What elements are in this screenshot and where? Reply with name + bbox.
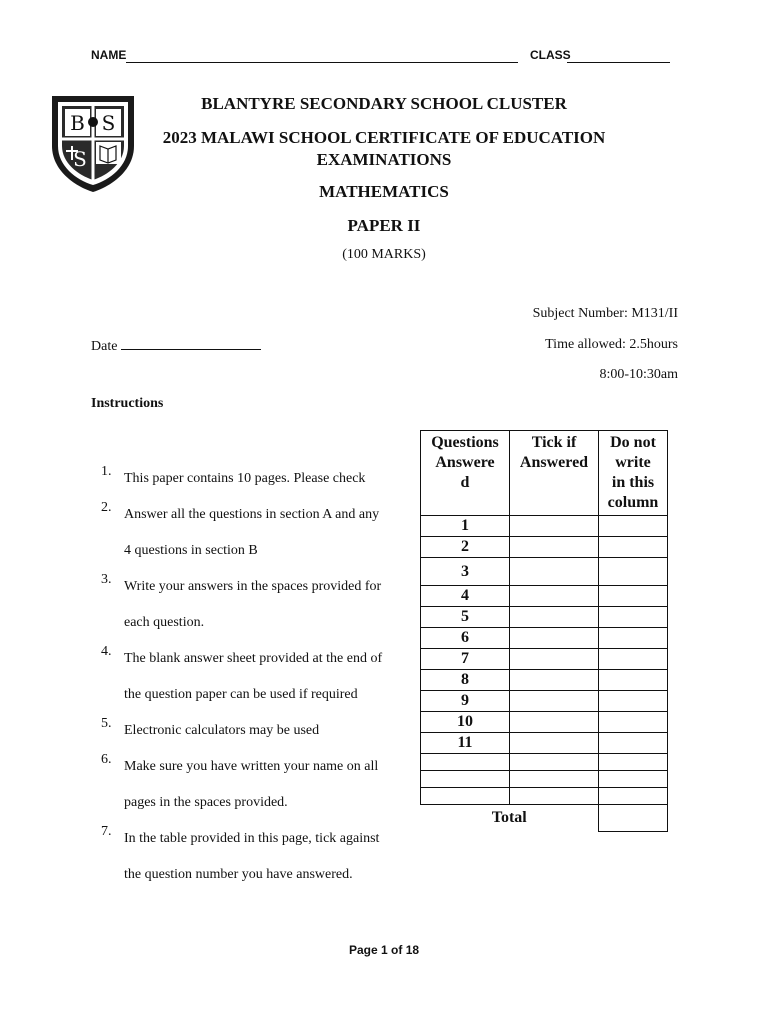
header-tick-if-answered bbox=[510, 431, 599, 516]
page-label: Page bbox=[348, 943, 378, 957]
instructions-heading: Instructions bbox=[91, 396, 164, 411]
class-label: CLASS bbox=[530, 48, 571, 62]
examiner-only-cell bbox=[599, 586, 668, 607]
question-number-cell: 10 bbox=[421, 712, 510, 733]
question-number-cell: 2 bbox=[421, 537, 510, 558]
header-text-line: Do not bbox=[610, 434, 656, 451]
examiner-only-cell bbox=[599, 649, 668, 670]
instruction-number: 6. bbox=[101, 752, 112, 767]
tick-cell[interactable] bbox=[510, 516, 599, 537]
exam-title-line-1: 2023 MALAWI SCHOOL CERTIFICATE OF EDUCATION bbox=[162, 128, 606, 147]
examiner-only-cell bbox=[599, 516, 668, 537]
page-number: 1 bbox=[380, 943, 388, 957]
date-input-line[interactable] bbox=[121, 337, 261, 350]
question-number-cell: 5 bbox=[421, 607, 510, 628]
header-text-line: Questions bbox=[431, 434, 499, 451]
instruction-number: 4. bbox=[101, 644, 112, 659]
instruction-number: 2. bbox=[101, 500, 112, 515]
table-row bbox=[421, 558, 668, 586]
tick-cell[interactable] bbox=[510, 537, 599, 558]
tick-cell[interactable] bbox=[510, 771, 599, 788]
subject-number: Subject Number: M131/II bbox=[532, 306, 678, 321]
tick-cell[interactable] bbox=[510, 733, 599, 754]
table-row bbox=[421, 628, 668, 649]
question-number-cell: 9 bbox=[421, 691, 510, 712]
page-footer bbox=[0, 943, 768, 957]
table-row bbox=[421, 586, 668, 607]
tick-cell[interactable] bbox=[510, 788, 599, 805]
table-row bbox=[421, 670, 668, 691]
name-label: NAME bbox=[91, 48, 127, 62]
question-number-cell bbox=[421, 754, 510, 771]
examiner-only-cell bbox=[599, 670, 668, 691]
header-text-line: Answered bbox=[519, 454, 589, 471]
header-text-line: column bbox=[607, 494, 659, 511]
tick-cell[interactable] bbox=[510, 670, 599, 691]
tick-cell[interactable] bbox=[510, 586, 599, 607]
class-field-line[interactable] bbox=[567, 62, 670, 63]
instruction-number: 5. bbox=[101, 716, 112, 731]
time-allowed: Time allowed: 2.5hours bbox=[545, 337, 678, 352]
table-header-row bbox=[421, 431, 668, 516]
question-number-cell: 11 bbox=[421, 733, 510, 754]
examiner-only-cell bbox=[599, 754, 668, 771]
instruction-text: This paper contains 10 pages. Please check bbox=[124, 471, 366, 486]
instruction-number: 1. bbox=[101, 464, 112, 479]
header-text-line: in this bbox=[611, 474, 655, 491]
instruction-text: In the table provided in this page, tick against bbox=[124, 831, 380, 846]
table-row bbox=[421, 771, 668, 788]
table-row bbox=[421, 516, 668, 537]
marks-label: (100 MARKS) bbox=[342, 247, 426, 262]
instruction-text: each question. bbox=[124, 615, 205, 630]
table-row bbox=[421, 733, 668, 754]
header-do-not-write bbox=[599, 431, 668, 516]
question-number-cell: 1 bbox=[421, 516, 510, 537]
crest-letter-s-bottom: S bbox=[73, 147, 87, 171]
page-of-label: of bbox=[391, 943, 403, 957]
header-text-line: Tick if bbox=[531, 434, 577, 451]
examiner-only-cell bbox=[599, 788, 668, 805]
table-row bbox=[421, 788, 668, 805]
instruction-item bbox=[91, 716, 411, 752]
instruction-item bbox=[91, 464, 411, 500]
crest-letter-s-top: S bbox=[101, 111, 116, 135]
instruction-text: Make sure you have written your name on all bbox=[124, 759, 379, 774]
question-number-cell: 6 bbox=[421, 628, 510, 649]
instruction-text: the question number you have answered. bbox=[124, 867, 353, 882]
tick-cell[interactable] bbox=[510, 754, 599, 771]
table-row bbox=[421, 607, 668, 628]
cluster-title: BLANTYRE SECONDARY SCHOOL CLUSTER bbox=[201, 94, 567, 113]
total-label: Total bbox=[491, 809, 527, 827]
table-row bbox=[421, 537, 668, 558]
examiner-only-cell bbox=[599, 691, 668, 712]
question-number-cell: 4 bbox=[421, 586, 510, 607]
examiner-only-cell bbox=[599, 628, 668, 649]
question-number-cell bbox=[421, 788, 510, 805]
table-row bbox=[421, 649, 668, 670]
page-total: 18 bbox=[405, 943, 420, 957]
instruction-text: Answer all the questions in section A and any bbox=[124, 507, 380, 522]
header-text-line: write bbox=[615, 454, 651, 471]
instruction-item bbox=[91, 824, 411, 896]
instruction-item bbox=[91, 500, 411, 572]
instruction-text: 4 questions in section B bbox=[124, 543, 258, 558]
header-text-line: d bbox=[460, 474, 470, 491]
crest-letter-b: B bbox=[70, 111, 85, 135]
tick-cell[interactable] bbox=[510, 712, 599, 733]
examiner-only-cell bbox=[599, 537, 668, 558]
header-questions-answered bbox=[421, 431, 510, 516]
exam-title bbox=[0, 127, 768, 171]
time-range: 8:00-10:30am bbox=[599, 367, 678, 382]
tick-cell[interactable] bbox=[510, 558, 599, 586]
examiner-only-cell bbox=[599, 558, 668, 586]
instruction-text: the question paper can be used if required bbox=[124, 687, 358, 702]
date-label: Date bbox=[91, 339, 118, 354]
tick-cell[interactable] bbox=[510, 628, 599, 649]
examiner-only-cell bbox=[599, 771, 668, 788]
tick-cell[interactable] bbox=[510, 607, 599, 628]
tick-cell[interactable] bbox=[510, 691, 599, 712]
instruction-item bbox=[91, 752, 411, 824]
table-row bbox=[421, 691, 668, 712]
tick-cell[interactable] bbox=[510, 649, 599, 670]
subject-title: MATHEMATICS bbox=[319, 182, 449, 201]
examiner-only-cell bbox=[599, 712, 668, 733]
question-number-cell: 3 bbox=[421, 558, 510, 586]
examiner-only-cell bbox=[599, 607, 668, 628]
instruction-text: Electronic calculators may be used bbox=[124, 723, 320, 738]
instruction-number: 7. bbox=[101, 824, 112, 839]
examiner-only-cell bbox=[599, 733, 668, 754]
instruction-item bbox=[91, 644, 411, 716]
paper-title: PAPER II bbox=[347, 216, 421, 235]
answer-tracking-table bbox=[420, 430, 668, 832]
date-field bbox=[91, 337, 261, 355]
question-number-cell bbox=[421, 771, 510, 788]
table-row bbox=[421, 754, 668, 771]
instruction-list bbox=[91, 464, 411, 896]
total-row bbox=[421, 805, 668, 832]
instruction-text: The blank answer sheet provided at the end of bbox=[124, 651, 383, 666]
instruction-text: Write your answers in the spaces provided for bbox=[124, 579, 382, 594]
instruction-number: 3. bbox=[101, 572, 112, 587]
question-number-cell: 8 bbox=[421, 670, 510, 691]
total-score-cell bbox=[599, 805, 668, 832]
exam-title-line-2: EXAMINATIONS bbox=[316, 150, 452, 169]
header-text-line: Answere bbox=[435, 454, 495, 471]
question-number-cell: 7 bbox=[421, 649, 510, 670]
instruction-item bbox=[91, 572, 411, 644]
instruction-text: pages in the spaces provided. bbox=[124, 795, 288, 810]
table-row bbox=[421, 712, 668, 733]
name-field-line[interactable] bbox=[126, 62, 518, 63]
crest-sun-icon bbox=[88, 117, 98, 127]
